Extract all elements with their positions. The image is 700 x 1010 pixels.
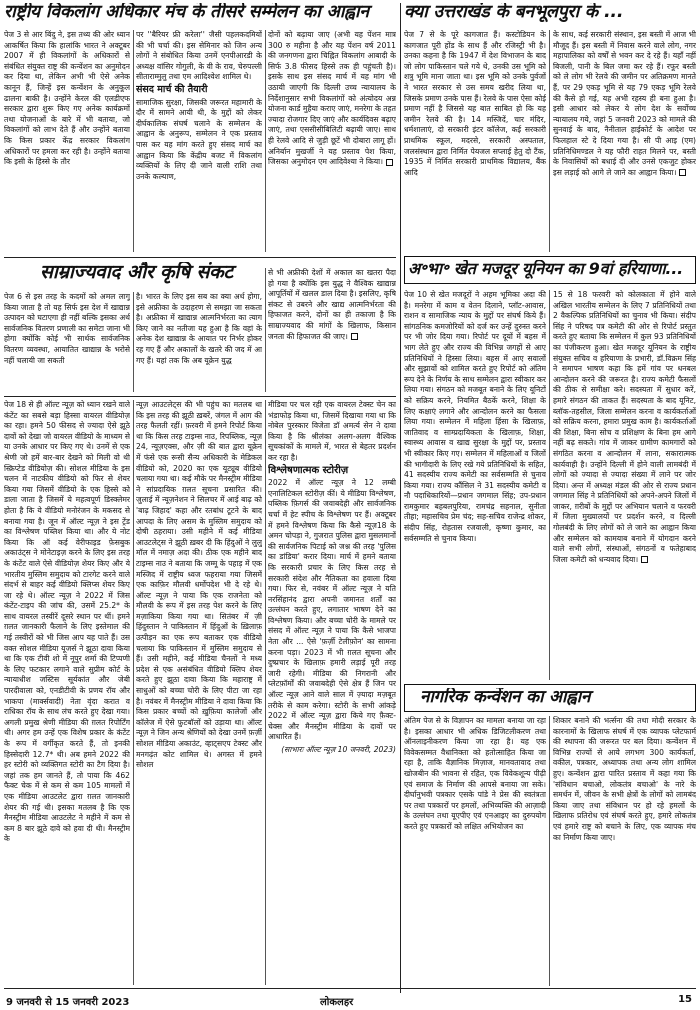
article2-column-2 bbox=[553, 30, 696, 252]
article5-headline: अ॰भा॰ खेत मजदूर यूनियन का 9वां हरियाणा... bbox=[408, 260, 683, 278]
page-footer bbox=[0, 990, 700, 1010]
end-mark-icon bbox=[679, 169, 686, 176]
divider bbox=[265, 400, 266, 985]
article5-column-2 bbox=[553, 290, 696, 680]
article2-column-2-text: के साथ, कई सरकारी संस्थान, इस बस्ती में आज भी मौजूद हैं। इस बस्ती में निवास करने वाले लोग, नगर महापालिका को वर्षों से भवन कर दे रहे हैं। यहाँ नहीं बिजली, पानी के बिल जमा कर रहे हैं। रफूर बस्ती को ले लोग भी रेलवे की जमीन पर अतिक्रमण मानते हैं, पर 29 एकड़ भूमि से यह 79 एकड़ भूमि रेलवे की कैसे हो गई, यह अभी रहस्य ही बना हुआ है। इसी आधार को लेकर ये लोग देश के सर्वोच्च न्यायालय गये, जहां 5 जनवरी 2023 को मामले की सुनवाई के बाद, नैनीताल हाईकोर्ट के आदेश पर फिलहाल स्टे दे दिया गया है। सी पी आइ (एम) प्रतिनिधिमण्डल ने यह फौरी राहत मिलने पर, बस्ती के निवासियों को बधाई दी और उनसे एकजुट होकर इस लड़ाई को आगे ले जाने का आह्वान किया। bbox=[553, 30, 696, 177]
footer-page-number: 15 bbox=[678, 994, 692, 1005]
article1-column-1: पेज 3 से आर बिंदु ने, इस तथ्य की ओर ध्यान आकर्षित किया कि हालांकि भारत ने अक्टूबर 2007 में ही विकलांगों के अधिकारों से संबंधित संयुक्त राष्ट्र की कन्वेंशन का अनुमोदन कर दिया था, लेकिन अभी भी ऐसे अनेक कानून हैं, जिन्हें इस कन्वेंशन के अनुकूल ढालना बाकी है। उन्होंने केरल की एलडीएफ सरकार द्वारा शुरू किए गए अनेक कार्यक्रमों तथा योजनाओं के बारे में भी बताया, जो विकलांगों को लाभ देते हैं और उन्होंने बताया कि किस प्रकार केंद्र सरकार विकलांग अधिकारों पर हमला कर रही है। उन्होंने बताया कि इसी के हिस्से के तौर bbox=[4, 30, 130, 167]
article2-headline: क्या उत्तराखंड के बनभूलपुरा के ... bbox=[404, 3, 624, 22]
article3-headline: साम्राज्यवाद और कृषि संकट bbox=[40, 262, 233, 283]
divider bbox=[400, 3, 401, 993]
divider bbox=[549, 30, 550, 252]
divider bbox=[133, 30, 134, 252]
article1-column-2b-text: सामाजिक सुरक्षा, जिसकी जरूरत महामारी के दौर में सामने आयी थी, के मुद्दों को लेकर दीर्घकालिक संघर्ष चलाने के सम्मेलन के आह्वान के अनुरूप, सम्मेलन ने एक प्रस्ताव पास कर यह मांग करते हुए संसद मार्च का आह्वान किया कि केंद्रीय बजट में विकलांग व्यक्तियों के लिए दी जाने वाली राशि तथा उनके कल्याण, bbox=[136, 97, 262, 181]
article4-source: (साभारः ऑल्ट न्यूज़ 10 जनवरी, 2023) bbox=[281, 745, 396, 754]
footer-rule bbox=[4, 988, 696, 989]
article3-column-3 bbox=[268, 268, 396, 392]
divider bbox=[133, 292, 134, 392]
article4-column-3 bbox=[268, 400, 396, 985]
article3-column-1: पेज 6 से इस तरह के कदमों को अमल लागू किया जाता है तो यह सिर्फ इस देश में खाद्यान्न उत्पादन को घटाएगा ही नहीं बल्कि इसका अर्थ सार्वजनिक वितरण प्रणाली का समेटा जाना भी होगा क्योंकि कोई भी सार्थक सार्वजनिक वितरण व्यवस्था, आयातित खाद्यान्न के भरोसे नहीं चलायी जा सकती bbox=[4, 292, 130, 365]
article6-headline: नागरिक कन्वेंशन का आह्वान bbox=[420, 688, 591, 707]
article4-column-3b-text: 2022 में ऑल्ट न्यूज़ ने 12 लम्बी एनालिटिकल स्टोरीज़ कीं। ये मीडिया विश्लेषण, पब्लिक फ़िगर्स की जवाबदेही और सार्वजनिक चर्चा में हेट स्पीच के विश्लेषण पर हैं। अक्टूबर में हमने विश्लेषण किया कि कैसे न्यूज़18 के अमन चोपड़ा ने, गुजरात पुलिस द्वारा मुसलमानों की सार्वजनिक पिटाई को जश्न की तरह 'पुलिस का डांडिया' करार दिया। मार्च में हमने बताया कि सरकारी प्रचार के लिए किस तरह से सरकारी संदेश और नैतिकता का हवाला दिया गया। फिर से, नवंबर में ऑल्ट न्यूज़ ने यति नरसिंहानंद द्वारा अपनी जमानत शर्तों का उल्लंघन करते हुए, लगातार भाषण देने का विश्लेषण किया। और बच्चा चोरी के मामले पर संसद में ऑल्ट न्यूज़ ने पाया कि कैसे भाजपा नेता और ... ऐसे 'फ़र्ज़ी टेलीफ़ोन' का सामना करना पड़ा। 2023 में भी ग़लत सूचना और दुष्प्रचार के खिलाफ़ हमारी लड़ाई पूरी तरह जारी रहेगी। मीडिया की निगरानी और प्लेटफ़ॉर्मों की जवाबदेही ऐसे क्षेत्र हैं जिन पर ऑल्ट न्यूज़ आने वाले साल में ज़्यादा मज़बूत तरीके से काम करेगा। स्टोरी के सभी आंकड़े 2022 में ऑल्ट न्यूज़ द्वारा किये गए फ़ैक्ट-चेक्स और मैनस्ट्रीम मीडिया के दावों पर आधारित हैं। bbox=[268, 478, 396, 742]
end-mark-icon bbox=[351, 333, 358, 340]
article2-column-1: पेज 7 से के पूरे कागजात हैं। कस्टोडियन के कागजात पूरी होंड के साथ हैं और रजिस्ट्री भी है। उनका कहना है कि 1947 में देश विभाजन के बाद जो लोग पाकिस्तान चले गये थे, उनकी उस भूमि को शत्रु भूमि माना जाता था। इस भूमि को उनके पुर्वजों ने भारत सरकार से उस समय खरीद लिया था, जिसके प्रमाण उनके पास हैं। रेलवे के पास ऐसा कोई प्रमाण नहीं है जिससे यह बात साबित हो कि यह जमीन रेलवे की है। 14 मस्जिदें, चार मंदिर, धर्मशालाएं, दो सरकारी इंटर कॉलेज, कई सरकारी प्राथमिक स्कूल, मदरसे, सरकारी अस्पताल, जलसंस्थान द्वारा निर्मित पेयजल सप्लाई हेतु दो टैंक, 1935 में निर्मित सरकारी प्राथमिक विद्यालय, बैंक आदि bbox=[404, 30, 546, 177]
article6-column-1: अंतिम पेज से के विज्ञापन का मामला बनाया जा रहा है। इसका आधार भी अधिक डिजिटलीकरण तथा ऑनलाइनीकरण किया जा रहा है। यह एक विवेकसम्मत वैधानिक्ता को हतोत्साहित किया जा रहा है, ताकि वैज्ञानिक मिज़ाज, मानवतावाद तथा खोजबीन की भावना से रहित, एक विवेकशून्य पीढ़ी एवं समाज के निर्माण की आपसे बनाया जा सके। दीर्घानुभवी पत्रकार एसके पांडे ने प्रेस की स्वतंत्रता पर तथा पत्रकारों पर हमलों, अभिव्यक्ति की आज़ादी के उल्लंघन तथा यूएपीए एवं एनआइए का दुरुपयोग करते हुए पत्रकारों को लक्षित अभियोजन का bbox=[404, 716, 546, 831]
article5-column-2-text: 15 से 18 फरवरी को कोलकाता में होने वाले अखिल भारतीय सम्मेलन के लिए 7 प्रतिनिधियों तथा 2 वैकल्पिक प्रतिनिधियों का चुनाव भी किया। संदीप सिंह ने परिषद पत्र कमेटी की ओर से रिपोर्ट प्रस्तुत करते हुए बताया कि सम्मेलन में कुल 93 प्रतिनिधियों का पंजीकरण हुआ। खेत मजदूर यूनियन के राष्ट्रीय संयुक्त सचिव व हरियाणा के प्रभारी, डॉ.विक्रम सिंह ने समापन भाषण कहा कि हमें गांव पर धनबल आन्दोलन करने की जरूरत है। राज्य कमेटी फैसलों की ठीक से समीक्षा करे। सदस्यता में सुधार करें, हमारे संगठन की ताकत हैं। सदस्यता के बाद यूनिट, ब्लॉक-तहसील, जिला सम्मेलन करना व कार्यकर्ताओं को सक्रिय करना, हमारा प्रमुख काम है। कार्यकर्ताओं की शिक्षा, बिना सोच व प्रशिक्षण के बिना हम आगे नहीं बढ़ सकते। गांव में जाकर ग्रामीण कामगारों को संगठित करना व आन्दोलन में लाना, सकारात्मक कार्यवाही है। उन्होंने दिल्ली में होने वाली लामबंदी में लोगों को ज्यादा से ज्यादा संख्या में लाने पर जोर दिया। अन्त में अध्यक्ष मंडल की ओर से राज्य प्रधान जगमाल सिंह ने प्रतिनिधियों को अपने-अपने जिलों में जाकर, ग़रीबों के मुद्दों पर अभियान चलाने व फरवरी में जिला मुख्यालयों पर प्रदर्शन करने, व दिल्ली गोलबंदी के लिए लोगों को ले जाने का आह्वान किया और सम्मेलन को कामयाब बनाने में योगदान करने वाले सभी लोगों, संस्थाओं, संगठनों व फतेहाबाद जिला कमेटी को धन्यवाद दिया। bbox=[553, 290, 696, 564]
article3-column-2: है। भारत के लिए इस सब का क्या अर्थ होगा, इसे अफ्रीका के उदाहरण से समझा जा सकता है। अफ्रीका में खाद्यान्न आत्मनिर्भरता का त्याग किए जाने का नतीजा यह हुआ है कि वहां के अनेक देश खाद्यान्न के आयात पर निर्भर होकर रह गए हैं और अकालों के खतरे की जद में आ गए हैं। यहां तक कि अब यूक्रेन युद्ध bbox=[136, 292, 262, 365]
divider bbox=[549, 290, 550, 680]
footer-date: 9 जनवरी से 15 जनवरी 2023 bbox=[6, 997, 130, 1008]
article1-column-2 bbox=[136, 30, 262, 252]
article1-subhead: संसद मार्च की तैयारी bbox=[136, 83, 208, 95]
article3-column-3-text: से भी अफ्रीकी देशों में अकाल का खतरा पैदा हो गया है क्योंकि इस युद्ध ने वैश्विक खाद्यान्न आपूर्तियों में खलल डाल दिया है। इसलिए, कृषि संकट से उबरने और खाद्य आत्मनिर्भरता की हिफाजत करने, दोनों का ही तकाजा है कि साम्राज्यवाद की मांगों के खिलाफ, किसान जनता की हिफाजत की जाए। bbox=[268, 268, 396, 341]
article4-column-1: पेज 18 से ही ऑल्ट न्यूज़ को ध्यान रखने वाले कंटेंट का सबसे बड़ा हिस्सा वायरल वीडियोज़ का रहा। हमने 50 फीसद से ज्यादा ऐसे झूठे दावों को देखा जो वायरल वीडियो के माध्यम से या उनके आधार पर किए गए थे। उनमें से एक श्रेणी जो हमें बार-बार देखने को मिली वो थी स्क्रिप्टेड वीडियोज़ की। सोशल मीडिया के इस चलन में नाटकीय वीडियो को फिर से शेयर किया गया जिसमें वीडियो के एक हिस्से को डाला जाता है जिसमें ये महत्वपूर्ण डिस्क्लेमर होता है कि ये वीडियो मनोरंजन के मकसद से बनाया गया है। जून में ऑल्ट न्यूज़ ने इस ट्रेंड का विश्लेषण पब्लिश किया था। और ये नोट किया कि ऑ कई वेरीफाइड फ़ेसबुक अकाउंट्स ने मोनेटाइज़ करने के लिए इस तरह के कंटेंट वाले ऐसे वीडियोज़ शेयर किए और ये भारतीय मुस्लिम समुदाय को टारगेट करने वाले संदर्भ से बाहर कई वीडियो क्लिप्स शेयर किए जा रहे थे। ऑल्ट न्यूज़ ने 2022 में जिस कंटेंट-टाइप की जांच की, उसमें 25.2* के साथ वायरल तस्वीरें दूसरे स्थान पर थीं। हमने ग़लत जानकारी फैलाने के लिए इस्तेमाल की गई तस्वीरों को भी जिस आप यह पाते हैं। उस वक्त सोशल मीडिया यूजर्स ने झूठा दावा किया था कि एक टीवी शो में नूपुर शर्मा की टिप्पणी के लिए फटकार लगाने वाले सुप्रीम कोर्ट के न्यायाधीश जस्टिस सूर्यकांत और जेबी पारदीवाला को, एनडीटीवी के प्रणय रॉय और भाकपा (मार्क्सवादी) नेता वृंदा करात व राधिका रॉय के साथ लंच करते हुए देखा गया। अगली प्रमुख श्रेणी मीडिया की ग़लत रिपोर्टिंग थी। अगर हम उन्हें एक विशेष प्रकार के कंटेंट के रूप में वर्गीकृत करते हैं, तो इनकी हिस्सेदारी 12.7* थी। अब हमने 2022 की हर स्टोरी को व्यक्तिगत स्टोरी का टैग दिया है। जहां तक हम जानते हैं, तो पाया कि 462 फैक्ट चेक में से कम से कम 105 मामलों में एक मीडिया आउटलेट द्वारा ग़लत जानकारी शेयर की गई थी। इसका मतलब है कि एक मैनस्ट्रीम मीडिया आउटलेट ने महीने में कम से कम 8 बार झूठे दावे को हवा दी थी। मैनस्ट्रीम के bbox=[4, 400, 130, 844]
divider bbox=[265, 268, 266, 392]
footer-paper-name: लोकलहर bbox=[320, 997, 354, 1008]
article4-subhead: विश्लेषणात्मक स्टोरीज़ bbox=[268, 464, 349, 476]
horizontal-rule bbox=[4, 396, 396, 397]
divider bbox=[549, 716, 550, 986]
article1-column-3-text: दोनों को बढ़ाया जाए (अभी यह पेंशन मात्र 300 रु महीना है और यह पेंशन वर्ष 2011 की जनगणना द्वारा चिह्नित विकलांग आबादी के सिर्फ 3.8 फीसद हिस्से तक ही पहुंचती है)। इसके साथ इस संसद मार्च में यह मांग भी उठायी जाएगी कि दिल्ली उच्च न्यायालय के निर्देशानुसार सभी विकलांगों को अंत्योदय अन्न योजना कार्ड मुहैया कराए जाएं, मनरेगा के तहत ज्यादा रोजगार दिए जाएं और कार्यदिवस बढ़ाए जाएं, तथा एससीसीबिलिटी बढ़ायी जाए। साथ ही रेलवे आदि से जुड़ी छूटें भी दोबारा लागू हों। अनिर्बान मुखर्जी ने यह प्रस्ताव पेश किया, जिसका अनुमोदन एम आदिवेश्या ने किया। bbox=[268, 30, 396, 167]
end-mark-icon bbox=[641, 556, 648, 563]
article4-column-3a-text: मीडिया पर चल रही एक वायरल टेक्स्ट चेन का भंडाफोड़ किया था, जिसमें दिखाया गया था कि नोबेल पुरस्कार विजेता डॉ अमर्त्य सेन ने दावा किया है कि श्रीलंका अलग-अलग वैश्विक सूचकांकों के मामले में, भारत से बेहतर प्रदर्शन कर रहा है। bbox=[268, 400, 396, 462]
horizontal-rule bbox=[4, 257, 396, 258]
article1-column-2-text: पर ''बैरियर फ्री करेला'' जैसी पहलकदमियों की भी चर्चा की। इस सेमिनार को जिन अन्य लोगों ने संबोधित किया उनमें एनपीआरडी के अध्यक्ष वांसिर गोगुली, के वी के राव, चेरुपल्ली सीताराम्मुलु तथा एम आदिश्वेश शामिल थे। bbox=[136, 30, 262, 82]
article5-column-1: पेज 10 से खेत मजदूरों ने अहम भूमिका अदा की है। मनरेगा में काम व वेतन दिलाने, प्लॉट-आवास, राशन व सामाजिक न्याय के मुद्दों पर संघर्ष किये हैं। सांगठनिक कमजोरियों को दर्ज कर उन्हें दुरुस्त करने पर भी जोर दिया गया। रिपोर्ट पर दूयों में बहस में भाग लेते हुए और राज्य की विभिन्न जगहों से आए प्रतिनिधियों ने हिस्सा लिया। बहस में आए सवालों और सुझावों को शामिल करते हुए रिपोर्ट को अंतिम रूप देने के निर्णय के साथ सम्मेलन द्वारा स्वीकार कर लिया गया। संगठन को मजबूत बनाने के लिए यूनिटों को सक्रिय करने, नियमित बैठकें करने, शिक्षा के लिए कक्षाएं लगाने और आन्दोलन करने का फैसला लिया गया। सम्मेलन में महिला हिंसा के खिलाफ़, जातिवाद व साम्प्रदायिकता के खिलाफ़, शिक्षा, स्वास्थ्य आवास व खाद्य सुरक्षा के मुद्दों पर, प्रस्ताव भी स्वीकार किए गए। सम्मेलन में महिलाओं व जिलों की भागीदारी के लिए रखे गये प्रतिनिधियों के सहित, 41 सदस्यीय राज्य कमेटी का सर्वसम्मति से चुनाव किया गया। राज्य कौंसिल ने 31 सदस्यीय कमेटी व नौ पदाधिकारियों—प्रधान जगमाल सिंह; उप-प्रधान रामकुमार बहबलपुरिया, रामचंद्र सहनाल, सुनीता तीहा; महासचिव प्रेम चंद; सह-सचिव राजेन्द्र शोकर, संदीप सिंह, रोहतास रजवाली, कृष्णा कुमार, का सर्वसम्मति से चुनाव किया। bbox=[404, 290, 546, 543]
article1-column-3 bbox=[268, 30, 396, 252]
article6-column-2: शिकार बनाने की भर्त्सना की तथा मोदी सरकार के कारनामों के खिलाफ संघर्ष में एक व्यापक प्लेटफार्म की स्थापना की जरूरत पर बल दिया। कन्वेंशन में विभिन्न राज्यों से आये लगभग 300 कार्यकर्ता, वकील, पत्रकार, अध्यापक तथा अन्य लोग शामिल हुए। कन्वेंशन द्वारा पारित प्रस्ताव में कहा गया कि 'संविधान बचाओ, लोकतंत्र बचाओ' के नारे के समर्थन में, जीवन के सभी क्षेत्रों के लोगों को लामबंद किया जाए तथा संविधान पर हो रहे हमलों के खिलाफ प्रतिरोध एवं संघर्ष करते हुए, हमारे लोकतंत्र एवं हमारे राष्ट्र को बचाने के लिए, एक व्यापक मंच का निर्माण किया जाए। bbox=[553, 716, 696, 842]
divider bbox=[133, 400, 134, 985]
end-mark-icon bbox=[386, 159, 393, 166]
article4-column-2: न्यूज़ आउटलेट्स की भी पहुंच का मतलब था कि इस तरह की झूठी ख़बरें, जंगल में आग की तरह फैलती रहीं। फ़रवरी में हमने रिपोर्ट किया था कि किस तरह टाइम्स नाउ, रिपब्लिक, न्यूज़ 24, न्यूज़एक्स, और ज़ी की बात द्वारा यूक्रेन में फंसे एक रूसी सैन्य अधिकारी के मेडिकल वीडियो को, 2020 का एक यूट्यूब वीडियो चलाया गया था। कई मौके पर मैनस्ट्रीम मीडिया ने सांप्रदायिक ग़लत सूचना प्रसारित की। जुलाई में न्यूज़नेशन ने सिलचर में आई बाढ़ को 'बाढ़ जिहाद' कहा और रतबांध टूटने के बाद आपदा के लिए असम के मुस्लिम समुदाय को दोषी ठहराया। उसी महीने में कई मीडिया आउटलेट्स ने झूठी ख़बर दी कि हिंदुओं ने लुलु मॉल में नमाज़ अदा की। ठीक एक महीने बाद टाइम्स नाउ ने बताया कि जम्मू के पहाड़ में एक मस्जिद में राष्ट्रीय ध्वज फहराया गया जिसमें एक काफ़िर मौलवी धर्मोपदेश भी दे रहे थे। ऑल्ट न्यूज़ ने पाया कि एक राजनेता को मौलवी के रूप में इस तरह पेश करने के लिए मज़ाकिया किया गया था। सितंबर में ज़ी हिंदुस्तान ने पाकिस्तान में हिंदुओं के ख़िलाफ़ उत्पीड़न का एक रूप बताकर एक वीडियो चलाया कि पाकिस्तान में मुस्लिम समुदाय से हैं। उसी महीने, कई मीडिया चैनलों ने मध्य प्रदेश से एक असंबंधित वीडियो क्लिप शेयर करते हुए झूठा दावा किया कि महाराष्ट्र में साधुओं को बच्चा चोरी के लिए पीटा जा रहा है। नवंबर में मैनस्ट्रीम मीडिया ने दावा किया कि किस प्रकार बच्चों को ख़ुफ़िया कालेजों और कॉलेज में ऐसे फ़ुटबॉलों को उड़ाया था। ऑल्ट न्यूज़ ने जिन अन्य श्रेणियों को देखा उनमें फ़र्ज़ी सोशल मीडिया अकाउंट, व्हाट्सएप टेक्स्ट और मनगढ़ंत कोट शामिल थे। अगस्त में हमने सोशल bbox=[136, 400, 262, 770]
divider bbox=[265, 30, 266, 252]
article1-headline: राष्ट्रीय विकलांग अधिकार मंच के तीसरे सम्मेलन का आह्वान bbox=[4, 3, 369, 22]
